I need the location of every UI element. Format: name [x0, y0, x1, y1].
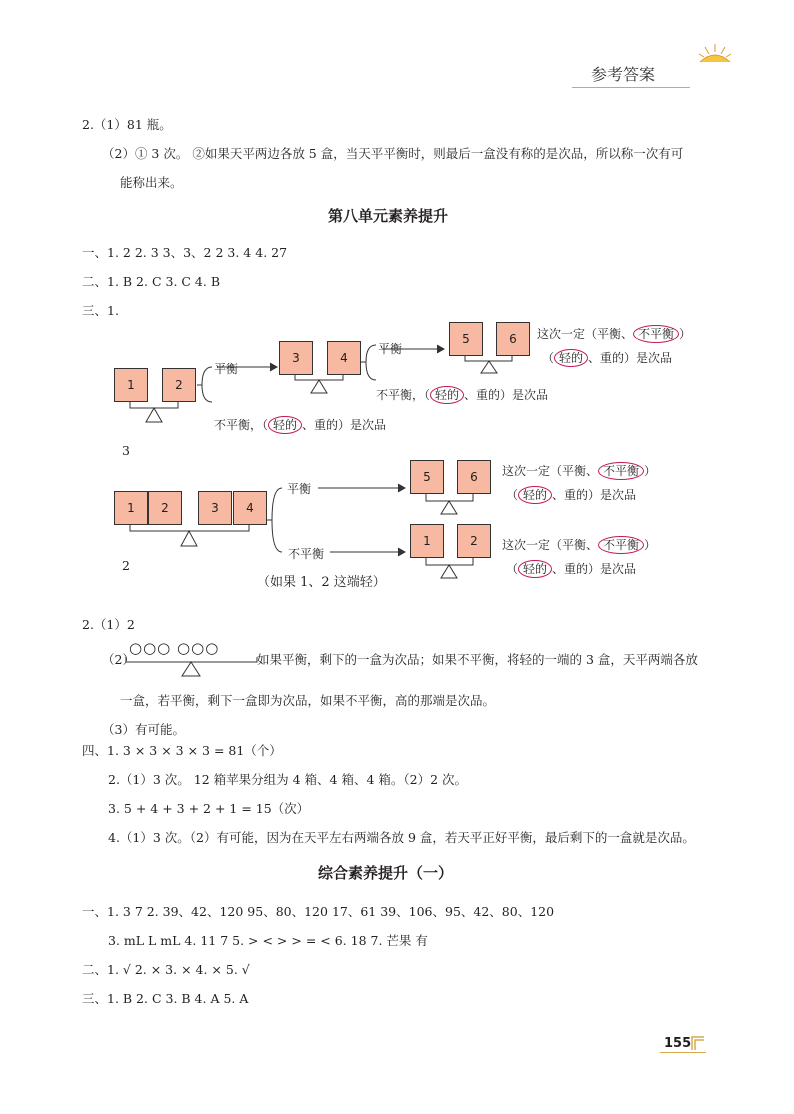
- weight-box: 6: [496, 322, 530, 356]
- diagram-caption: （如果 1、2 这端轻）: [257, 575, 386, 590]
- result-note: （ 轻的 、重的）是次品: [506, 488, 637, 502]
- weight-box: 5: [410, 460, 444, 494]
- page-number: 155: [664, 1036, 692, 1051]
- weight-box: 2: [148, 491, 182, 525]
- answer-line: 2.（1）3 次。 12 箱苹果分组为 4 箱、4 箱、4 箱。（2）2 次。: [108, 772, 468, 787]
- box-circles: ○○○ ○○○: [129, 639, 220, 657]
- answer-line: 3. mL L mL 4. 11 7 5. > < > > = < 6. 18 7. 芒果 有: [108, 933, 428, 948]
- answer-line: 三、1. B 2. C 3. B 4. A 5. A: [82, 991, 249, 1006]
- answer-line-prefix: （2）: [102, 652, 135, 667]
- weight-box: 6: [457, 460, 491, 494]
- weight-box: 5: [449, 322, 483, 356]
- section-title-comprehensive: 综合素养提升（一）: [318, 864, 454, 882]
- circled-answer: 轻的: [268, 416, 302, 434]
- unbalanced-label: 不平衡，（ 轻的 、重的）是次品: [376, 388, 549, 402]
- answer-line: 一、1. 3 7 2. 39、42、120 95、80、120 17、61 39、106、95、42、80、120: [82, 904, 555, 919]
- answer-line: 4.（1）3 次。（2）有可能，因为在天平左右两端各放 9 盒，若天平正好平衡，最后剩下的一盒就是次品。: [108, 830, 695, 845]
- result-note: 这次一定（平衡、 不平衡 ）: [502, 538, 657, 552]
- answer-line: （2）① 3 次。 ②如果天平两边各放 5 盒，当天平平衡时，则最后一盒没有称的是次品，所以称一次有可: [102, 146, 684, 161]
- weight-box: 4: [233, 491, 267, 525]
- circled-answer: 轻的: [554, 349, 588, 367]
- weight-box: 4: [327, 341, 361, 375]
- answer-line: 二、1. √ 2. × 3. × 4. × 5. √: [82, 962, 250, 977]
- unbalanced-label: 不平衡: [288, 547, 325, 561]
- circled-answer: 轻的: [518, 486, 552, 504]
- result-note: 这次一定（平衡、 不平衡 ）: [502, 464, 657, 478]
- answer-number: 3: [122, 443, 130, 458]
- weight-box: 3: [198, 491, 232, 525]
- answer-line: 三、1.: [82, 303, 119, 318]
- weight-box: 1: [410, 524, 444, 558]
- answer-line: 一盒，若平衡，剩下一盒即为次品，如果不平衡，高的那端是次品。: [120, 693, 496, 708]
- page-corner-icon: [690, 1034, 706, 1052]
- answer-line: 二、1. B 2. C 3. C 4. B: [82, 274, 221, 289]
- weight-box: 2: [457, 524, 491, 558]
- circled-answer: 轻的: [518, 560, 552, 578]
- result-note: （ 轻的 、重的）是次品: [506, 562, 637, 576]
- answer-number: 2: [122, 558, 130, 573]
- section-title-unit8: 第八单元素养提升: [328, 207, 449, 225]
- answer-line: 3. 5 + 4 + 3 + 2 + 1 = 15（次）: [108, 801, 310, 816]
- result-note: 这次一定（平衡、 不平衡 ）: [537, 327, 692, 341]
- weight-box: 2: [162, 368, 196, 402]
- answer-line: 一、1. 2 2. 3 3、3、2 2 3. 4 4. 27: [82, 245, 288, 260]
- result-note: （ 轻的 、重的）是次品: [542, 351, 673, 365]
- circled-answer: 不平衡: [598, 536, 644, 554]
- answer-line: 如果平衡，剩下的一盒为次品；如果不平衡，将轻的一端的 3 盒，天平两端各放: [257, 652, 698, 667]
- balanced-label: 平衡: [287, 482, 312, 496]
- balanced-label: 平衡: [378, 342, 403, 356]
- answer-line: 2.（1）81 瓶。: [82, 117, 172, 132]
- unbalanced-label: 不平衡，（ 轻的 、重的）是次品: [214, 418, 387, 432]
- circled-answer: 不平衡: [598, 462, 644, 480]
- header-title: 参考答案: [591, 65, 656, 84]
- answer-line: 2.（1）2: [82, 617, 135, 632]
- circled-answer: 不平衡: [633, 325, 679, 343]
- balanced-label: 平衡: [214, 362, 239, 376]
- weight-box: 1: [114, 368, 148, 402]
- page-number-underline: [660, 1052, 706, 1053]
- answer-line: 四、1. 3 × 3 × 3 × 3 = 81（个）: [82, 743, 282, 758]
- circled-answer: 轻的: [430, 386, 464, 404]
- weight-box: 1: [114, 491, 148, 525]
- answer-line: 能称出来。: [120, 175, 183, 190]
- weight-box: 3: [279, 341, 313, 375]
- answer-line: （3）有可能。: [102, 722, 185, 737]
